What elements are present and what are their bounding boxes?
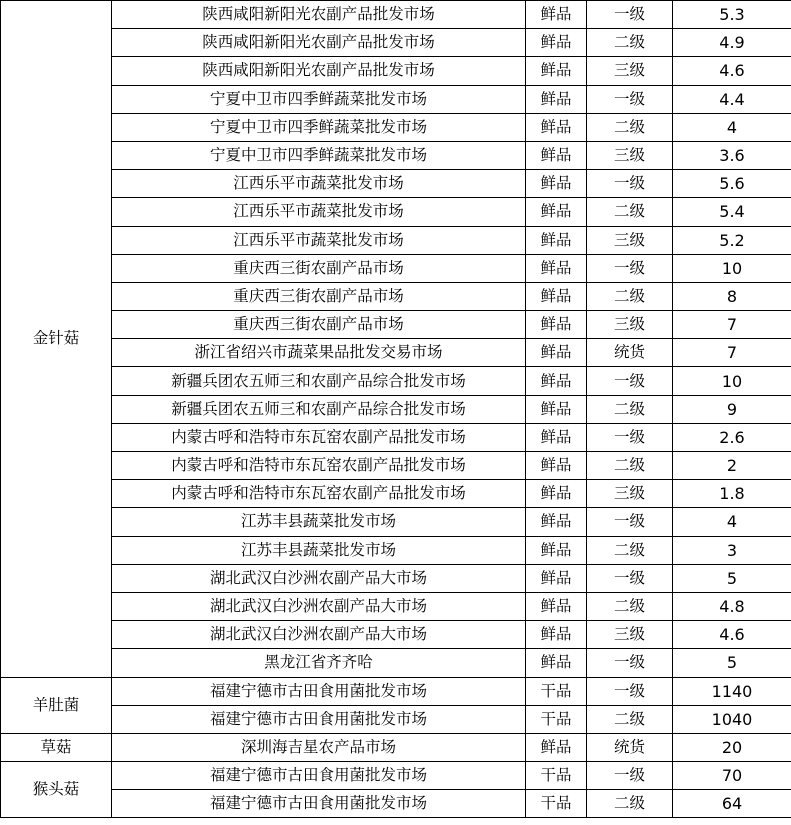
table-row — [1, 733, 791, 761]
market-cell: 宁夏中卫市四季鲜蔬菜批发市场 — [112, 141, 526, 169]
table-row — [1, 1, 791, 29]
grade-cell: 二级 — [587, 395, 673, 423]
type-cell: 鲜品 — [526, 452, 587, 480]
grade-cell: 统货 — [587, 733, 673, 761]
type-cell: 鲜品 — [526, 311, 587, 339]
grade-cell: 三级 — [587, 57, 673, 85]
price-cell: 64 — [673, 790, 791, 818]
price-cell: 70 — [673, 762, 791, 790]
type-cell: 干品 — [526, 790, 587, 818]
market-cell: 重庆西三街农副产品市场 — [112, 282, 526, 310]
type-cell: 鲜品 — [526, 170, 587, 198]
table-row — [1, 367, 791, 395]
table-row — [1, 762, 791, 790]
market-cell: 江苏丰县蔬菜批发市场 — [112, 536, 526, 564]
market-cell: 新疆兵团农五师三和农副产品综合批发市场 — [112, 395, 526, 423]
grade-cell: 一级 — [587, 677, 673, 705]
price-cell: 4 — [673, 508, 791, 536]
product-name-cell: 金针菇 — [1, 1, 112, 678]
grade-cell: 一级 — [587, 1, 673, 29]
price-cell: 2 — [673, 452, 791, 480]
market-cell: 湖北武汉白沙洲农副产品大市场 — [112, 592, 526, 620]
table-row — [1, 254, 791, 282]
table-row — [1, 57, 791, 85]
grade-cell: 统货 — [587, 339, 673, 367]
price-cell: 10 — [673, 254, 791, 282]
market-cell: 陕西咸阳新阳光农副产品批发市场 — [112, 29, 526, 57]
type-cell: 鲜品 — [526, 226, 587, 254]
price-cell: 8 — [673, 282, 791, 310]
type-cell: 鲜品 — [526, 254, 587, 282]
price-cell: 4 — [673, 113, 791, 141]
market-cell: 重庆西三街农副产品市场 — [112, 311, 526, 339]
type-cell: 鲜品 — [526, 1, 587, 29]
product-name-cell: 草菇 — [1, 733, 112, 761]
price-cell: 7 — [673, 339, 791, 367]
price-cell: 5 — [673, 649, 791, 677]
type-cell: 鲜品 — [526, 733, 587, 761]
price-cell: 4.6 — [673, 621, 791, 649]
type-cell: 鲜品 — [526, 57, 587, 85]
market-cell: 江西乐平市蔬菜批发市场 — [112, 198, 526, 226]
table-row — [1, 564, 791, 592]
table-row — [1, 311, 791, 339]
market-cell: 重庆西三街农副产品市场 — [112, 254, 526, 282]
product-name-cell: 羊肚菌 — [1, 677, 112, 733]
type-cell: 鲜品 — [526, 395, 587, 423]
type-cell: 鲜品 — [526, 367, 587, 395]
table-row — [1, 85, 791, 113]
table-row — [1, 452, 791, 480]
type-cell: 干品 — [526, 705, 587, 733]
type-cell: 鲜品 — [526, 621, 587, 649]
price-cell: 5 — [673, 564, 791, 592]
grade-cell: 一级 — [587, 367, 673, 395]
grade-cell: 二级 — [587, 790, 673, 818]
price-cell: 5.6 — [673, 170, 791, 198]
grade-cell: 三级 — [587, 226, 673, 254]
type-cell: 鲜品 — [526, 282, 587, 310]
grade-cell: 一级 — [587, 508, 673, 536]
market-cell: 福建宁德市古田食用菌批发市场 — [112, 705, 526, 733]
grade-cell: 二级 — [587, 536, 673, 564]
market-cell: 湖北武汉白沙洲农副产品大市场 — [112, 564, 526, 592]
type-cell: 鲜品 — [526, 198, 587, 226]
grade-cell: 二级 — [587, 452, 673, 480]
grade-cell: 二级 — [587, 198, 673, 226]
market-cell: 江西乐平市蔬菜批发市场 — [112, 170, 526, 198]
type-cell: 鲜品 — [526, 592, 587, 620]
market-cell: 江西乐平市蔬菜批发市场 — [112, 226, 526, 254]
grade-cell: 一级 — [587, 254, 673, 282]
grade-cell: 一级 — [587, 564, 673, 592]
grade-cell: 一级 — [587, 85, 673, 113]
grade-cell: 三级 — [587, 480, 673, 508]
type-cell: 鲜品 — [526, 423, 587, 451]
price-cell: 10 — [673, 367, 791, 395]
type-cell: 鲜品 — [526, 141, 587, 169]
table-row — [1, 282, 791, 310]
type-cell: 鲜品 — [526, 649, 587, 677]
table-row — [1, 536, 791, 564]
grade-cell: 一级 — [587, 762, 673, 790]
table-row — [1, 339, 791, 367]
type-cell: 干品 — [526, 677, 587, 705]
price-cell: 4.8 — [673, 592, 791, 620]
table-row — [1, 170, 791, 198]
price-cell: 1.8 — [673, 480, 791, 508]
market-cell: 宁夏中卫市四季鲜蔬菜批发市场 — [112, 113, 526, 141]
grade-cell: 三级 — [587, 311, 673, 339]
market-cell: 陕西咸阳新阳光农副产品批发市场 — [112, 57, 526, 85]
grade-cell: 二级 — [587, 705, 673, 733]
market-cell: 深圳海吉星农产品市场 — [112, 733, 526, 761]
market-cell: 内蒙古呼和浩特市东瓦窑农副产品批发市场 — [112, 423, 526, 451]
grade-cell: 二级 — [587, 113, 673, 141]
market-cell: 内蒙古呼和浩特市东瓦窑农副产品批发市场 — [112, 452, 526, 480]
market-cell: 福建宁德市古田食用菌批发市场 — [112, 677, 526, 705]
grade-cell: 一级 — [587, 170, 673, 198]
price-cell: 5.4 — [673, 198, 791, 226]
price-cell: 5.3 — [673, 1, 791, 29]
grade-cell: 三级 — [587, 621, 673, 649]
table-row — [1, 395, 791, 423]
table-row — [1, 423, 791, 451]
price-cell: 1140 — [673, 677, 791, 705]
type-cell: 鲜品 — [526, 480, 587, 508]
price-cell: 4.6 — [673, 57, 791, 85]
price-cell: 4.4 — [673, 85, 791, 113]
market-cell: 陕西咸阳新阳光农副产品批发市场 — [112, 1, 526, 29]
product-name-cell: 猴头菇 — [1, 762, 112, 818]
price-cell: 4.9 — [673, 29, 791, 57]
price-cell: 20 — [673, 733, 791, 761]
table-row — [1, 198, 791, 226]
table-row — [1, 508, 791, 536]
table-row — [1, 29, 791, 57]
type-cell: 鲜品 — [526, 339, 587, 367]
type-cell: 干品 — [526, 762, 587, 790]
table-row — [1, 790, 791, 818]
market-cell: 内蒙古呼和浩特市东瓦窑农副产品批发市场 — [112, 480, 526, 508]
market-cell: 福建宁德市古田食用菌批发市场 — [112, 762, 526, 790]
market-cell: 宁夏中卫市四季鲜蔬菜批发市场 — [112, 85, 526, 113]
price-cell: 5.2 — [673, 226, 791, 254]
table-row — [1, 113, 791, 141]
type-cell: 鲜品 — [526, 113, 587, 141]
market-cell: 浙江省绍兴市蔬菜果品批发交易市场 — [112, 339, 526, 367]
grade-cell: 一级 — [587, 649, 673, 677]
type-cell: 鲜品 — [526, 29, 587, 57]
market-cell: 福建宁德市古田食用菌批发市场 — [112, 790, 526, 818]
table-row — [1, 226, 791, 254]
market-cell: 江苏丰县蔬菜批发市场 — [112, 508, 526, 536]
table-row — [1, 480, 791, 508]
price-cell: 1040 — [673, 705, 791, 733]
table-row — [1, 677, 791, 705]
table-row — [1, 705, 791, 733]
market-cell: 黑龙江省齐齐哈 — [112, 649, 526, 677]
grade-cell: 二级 — [587, 29, 673, 57]
grade-cell: 一级 — [587, 423, 673, 451]
type-cell: 鲜品 — [526, 508, 587, 536]
grade-cell: 二级 — [587, 592, 673, 620]
price-cell: 9 — [673, 395, 791, 423]
type-cell: 鲜品 — [526, 564, 587, 592]
table-row — [1, 649, 791, 677]
grade-cell: 三级 — [587, 141, 673, 169]
table-body — [1, 1, 791, 818]
price-cell: 3.6 — [673, 141, 791, 169]
table-row — [1, 621, 791, 649]
market-cell: 湖北武汉白沙洲农副产品大市场 — [112, 621, 526, 649]
price-cell: 7 — [673, 311, 791, 339]
market-cell: 新疆兵团农五师三和农副产品综合批发市场 — [112, 367, 526, 395]
type-cell: 鲜品 — [526, 536, 587, 564]
price-cell: 3 — [673, 536, 791, 564]
price-cell: 2.6 — [673, 423, 791, 451]
grade-cell: 二级 — [587, 282, 673, 310]
type-cell: 鲜品 — [526, 85, 587, 113]
table-row — [1, 141, 791, 169]
table-row — [1, 592, 791, 620]
